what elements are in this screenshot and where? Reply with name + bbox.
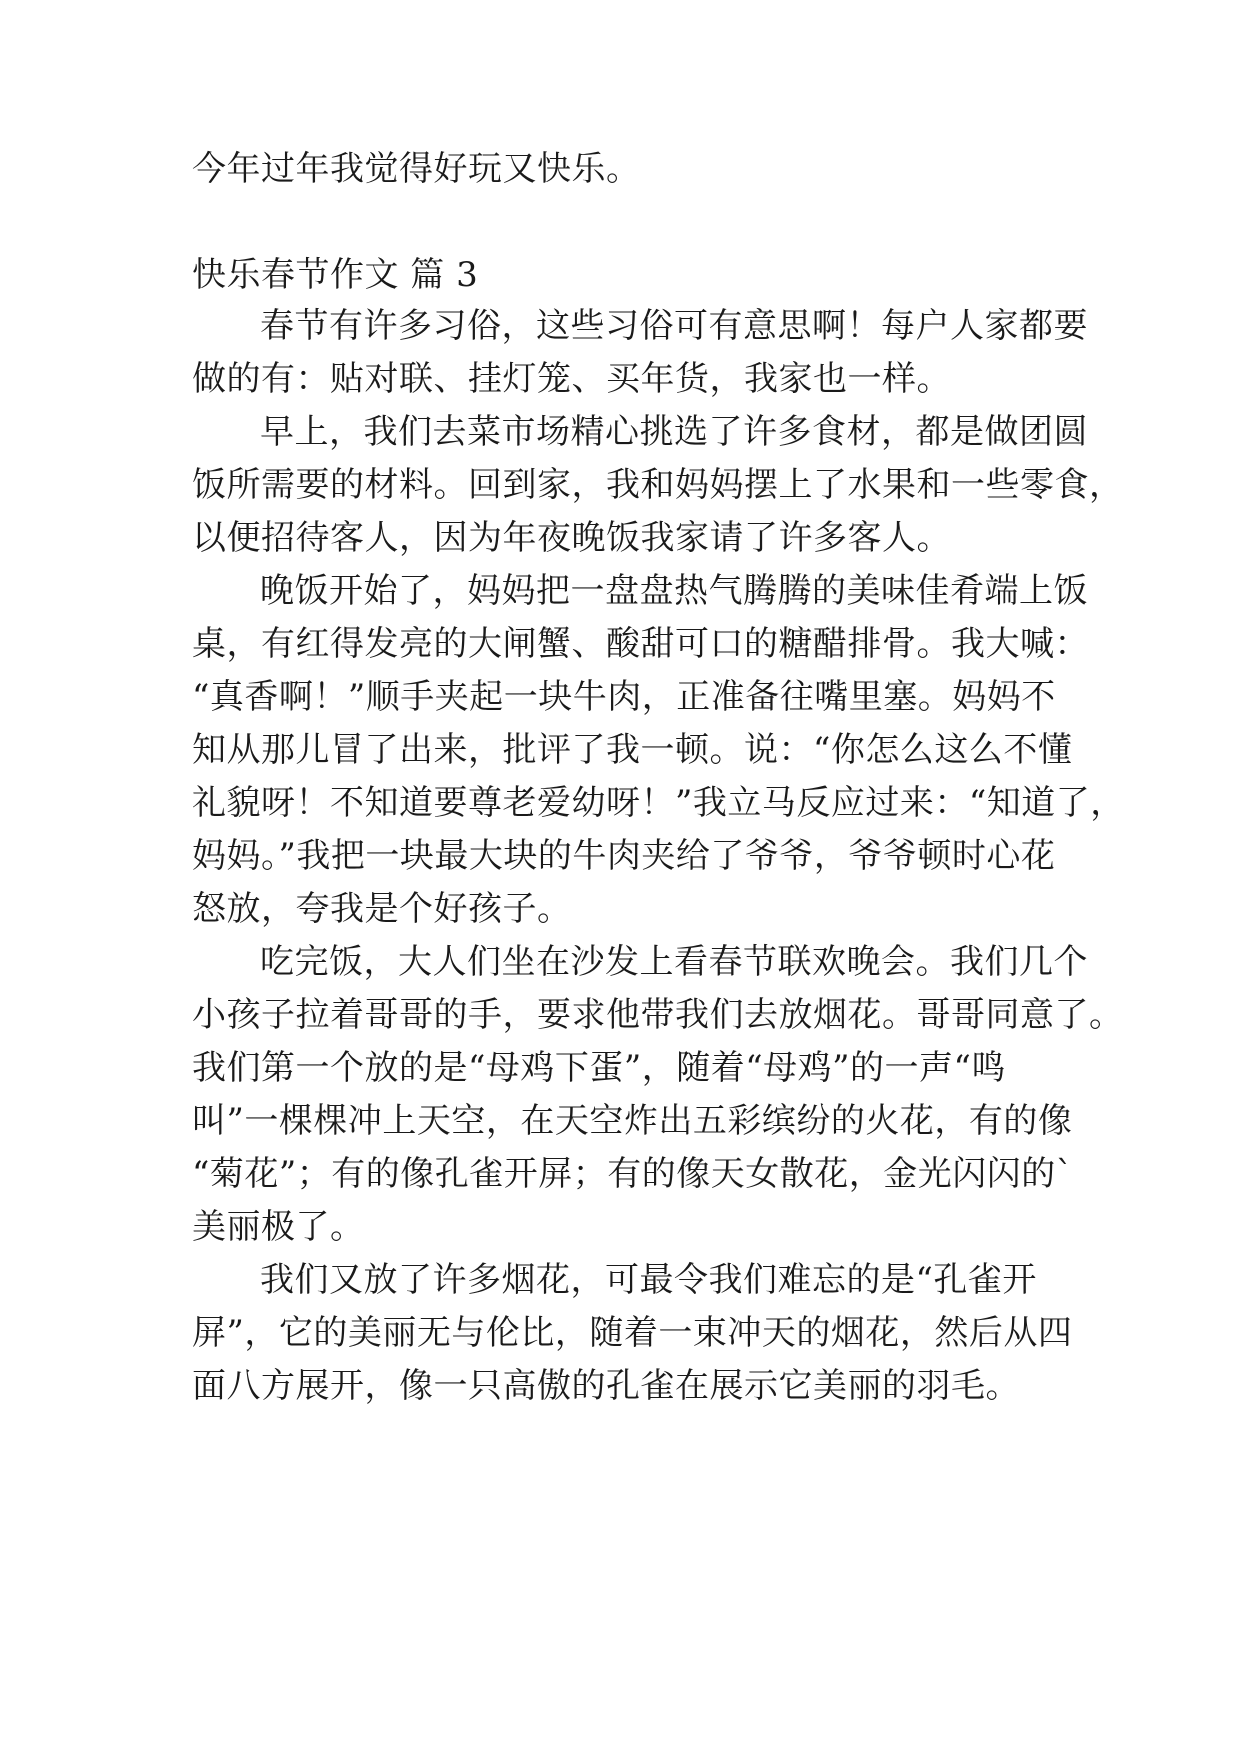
paragraph-line: 桌，有红得发亮的大闸蟹、酸甜可口的糖醋排骨。我大喊：	[192, 624, 1089, 664]
paragraph-line: 面八方展开，像一只高傲的孔雀在展示它美丽的羽毛。	[192, 1366, 1020, 1406]
paragraph-line: 屏”，它的美丽无与伦比，随着一束冲天的烟花，然后从四	[192, 1313, 1073, 1353]
paragraph-line: 以便招待客人，因为年夜晚饭我家请了许多客人。	[192, 518, 951, 558]
paragraph-line: 我们第一个放的是“母鸡下蛋”，随着“母鸡”的一声“鸣	[192, 1048, 1006, 1088]
paragraph-line: “真香啊！”顺手夹起一块牛肉，正准备往嘴里塞。妈妈不	[192, 677, 1056, 717]
paragraph-line: 我们又放了许多烟花，可最令我们难忘的是“孔雀开	[260, 1260, 1037, 1300]
paragraph-line: 吃完饭，大人们坐在沙发上看春节联欢晚会。我们几个	[260, 942, 1088, 982]
paragraph-line: 叫”一棵棵冲上天空，在天空炸出五彩缤纷的火花，有的像	[192, 1101, 1073, 1141]
paragraph-line: 小孩子拉着哥哥的手，要求他带我们去放烟花。哥哥同意了。	[192, 995, 1124, 1035]
paragraph-line: “菊花”；有的像孔雀开屏；有的像天女散花，金光闪闪的`	[192, 1154, 1074, 1194]
paragraph-line: 礼貌呀！不知道要尊老爱幼呀！”我立马反应过来：“知道了，	[192, 783, 1125, 823]
paragraph-line: 春节有许多习俗，这些习俗可有意思啊！每户人家都要	[260, 306, 1088, 346]
paragraph-line: 饭所需要的材料。回到家，我和妈妈摆上了水果和一些零食，	[192, 465, 1124, 505]
paragraph-line: 早上，我们去菜市场精心挑选了许多食材，都是做团圆	[260, 412, 1088, 452]
paragraph-line: 做的有：贴对联、挂灯笼、买年货，我家也一样。	[192, 359, 951, 399]
paragraph-line: 知从那儿冒了出来，批评了我一顿。说：“你怎么这么不懂	[192, 730, 1073, 770]
paragraph-line: 怒放，夸我是个好孩子。	[192, 889, 572, 929]
paragraph-line: 美丽极了。	[192, 1207, 365, 1247]
paragraph-line: 妈妈。”我把一块最大块的牛肉夹给了爷爷，爷爷顿时心花	[192, 836, 1056, 876]
paragraph-line: 晚饭开始了，妈妈把一盘盘热气腾腾的美味佳肴端上饭	[260, 571, 1088, 611]
section-heading: 快乐春节作文 篇 3	[192, 255, 479, 295]
paragraph-line: 今年过年我觉得好玩又快乐。	[192, 149, 641, 189]
